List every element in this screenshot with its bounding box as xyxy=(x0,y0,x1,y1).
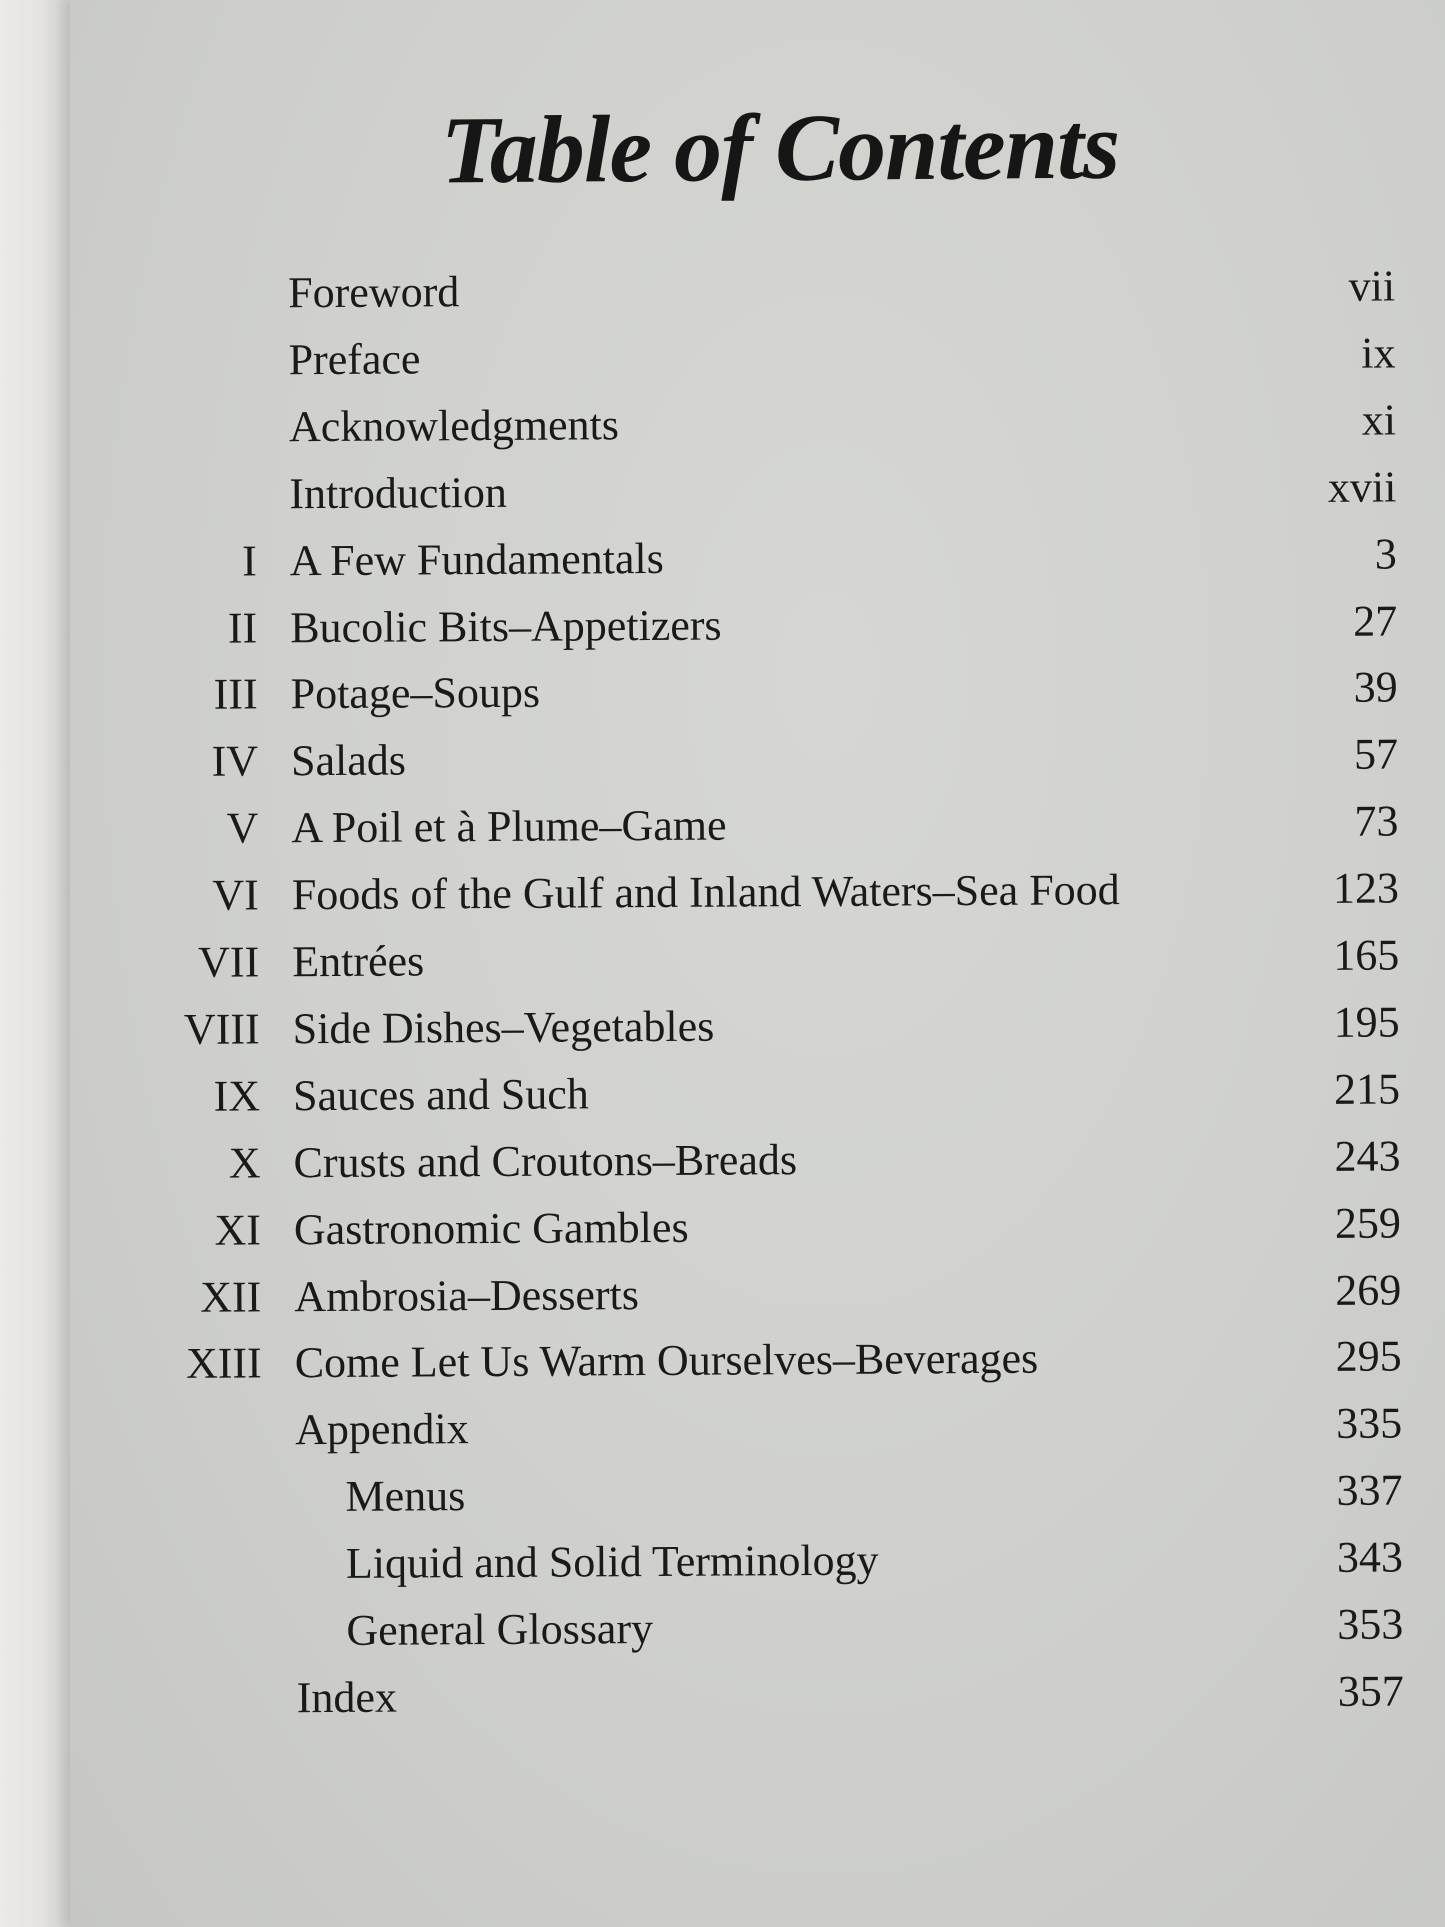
chapter-number: IX xyxy=(213,1071,261,1121)
entry-title: Index xyxy=(296,1672,398,1723)
page-number: ix xyxy=(1361,328,1396,378)
chapter-number: V xyxy=(226,803,259,853)
page-number: 39 xyxy=(1353,662,1398,712)
entry-title: Gastronomic Gambles xyxy=(293,1202,689,1255)
page-number: 337 xyxy=(1336,1465,1403,1515)
entry-title: A Poil et à Plume–Game xyxy=(291,800,727,853)
entry-title: Potage–Soups xyxy=(290,667,541,719)
entry-title: Preface xyxy=(288,334,421,385)
chapter-number: VII xyxy=(198,937,260,987)
toc-entry xyxy=(3,788,1445,863)
entry-title: Salads xyxy=(290,735,407,786)
page-number: 295 xyxy=(1335,1331,1402,1381)
page-number: 73 xyxy=(1354,796,1399,846)
entry-title: Introduction xyxy=(289,467,508,519)
page-number: 357 xyxy=(1337,1666,1404,1716)
toc-entry xyxy=(3,721,1445,796)
chapter-number: XI xyxy=(214,1205,262,1255)
entry-title: Side Dishes–Vegetables xyxy=(292,1001,715,1054)
page-title: Table of Contents xyxy=(440,91,1120,204)
chapter-number: X xyxy=(228,1138,261,1188)
page-number: 3 xyxy=(1374,529,1397,579)
entry-title: Appendix xyxy=(294,1404,469,1455)
toc-entry xyxy=(1,387,1445,462)
toc-entry xyxy=(0,320,1445,395)
page-number: 27 xyxy=(1353,596,1398,646)
toc-entry xyxy=(4,855,1445,930)
toc-entry xyxy=(7,1323,1445,1398)
chapter-number: I xyxy=(242,536,257,586)
toc-entry xyxy=(5,1056,1445,1131)
toc-entry xyxy=(2,521,1445,596)
entry-title: Acknowledgments xyxy=(288,400,620,452)
chapter-number: II xyxy=(227,603,258,653)
chapter-number: VI xyxy=(212,870,260,920)
chapter-number: XIII xyxy=(185,1338,262,1388)
entry-title: Liquid and Solid Terminology xyxy=(345,1535,879,1588)
entry-title: Crusts and Croutons–Breads xyxy=(293,1135,798,1188)
chapter-number: III xyxy=(213,669,258,719)
page-number: 269 xyxy=(1335,1265,1402,1315)
toc-entry xyxy=(1,454,1445,529)
page-number: 243 xyxy=(1334,1131,1401,1181)
page-number: 123 xyxy=(1332,863,1399,913)
toc-entry xyxy=(0,253,1445,328)
toc-entry xyxy=(4,989,1445,1064)
page-number: vii xyxy=(1348,261,1396,311)
chapter-number: XII xyxy=(200,1272,262,1322)
toc-entry xyxy=(7,1390,1445,1465)
toc-entry xyxy=(9,1658,1445,1733)
toc-entry xyxy=(2,588,1445,663)
page-number: 195 xyxy=(1333,997,1400,1047)
toc-entry xyxy=(2,654,1445,729)
page-number: 335 xyxy=(1335,1398,1403,1448)
chapter-number: IV xyxy=(211,736,259,786)
entry-title: Entrées xyxy=(292,936,425,987)
page-number: 215 xyxy=(1333,1064,1401,1114)
toc-entry xyxy=(8,1524,1445,1599)
page-number: 343 xyxy=(1336,1532,1404,1582)
page-number: 57 xyxy=(1353,729,1399,779)
toc-entry xyxy=(7,1457,1445,1532)
entry-title: A Few Fundamentals xyxy=(289,533,664,586)
toc-entry xyxy=(6,1257,1445,1332)
entry-title: General Glossary xyxy=(346,1604,654,1655)
page-number: 259 xyxy=(1334,1198,1402,1248)
entry-title: Menus xyxy=(345,1471,466,1521)
page-number: xi xyxy=(1361,395,1397,445)
toc-entry xyxy=(6,1190,1445,1265)
toc-entry xyxy=(8,1591,1445,1666)
toc-entry xyxy=(5,1123,1445,1198)
entry-title: Come Let Us Warm Ourselves–Beverages xyxy=(294,1333,1039,1388)
entry-title: Bucolic Bits–Appetizers xyxy=(290,600,722,653)
page-number: 165 xyxy=(1333,930,1400,980)
entry-title: Sauces and Such xyxy=(292,1069,589,1121)
page-number: 353 xyxy=(1337,1599,1404,1649)
chapter-number: VIII xyxy=(183,1004,260,1054)
page-number: xvii xyxy=(1327,462,1397,512)
toc-entry xyxy=(4,922,1445,997)
entry-title: Ambrosia–Desserts xyxy=(294,1270,640,1322)
entry-title: Foods of the Gulf and Inland Waters–Sea Food xyxy=(291,865,1120,920)
entry-title: Foreword xyxy=(288,267,460,318)
